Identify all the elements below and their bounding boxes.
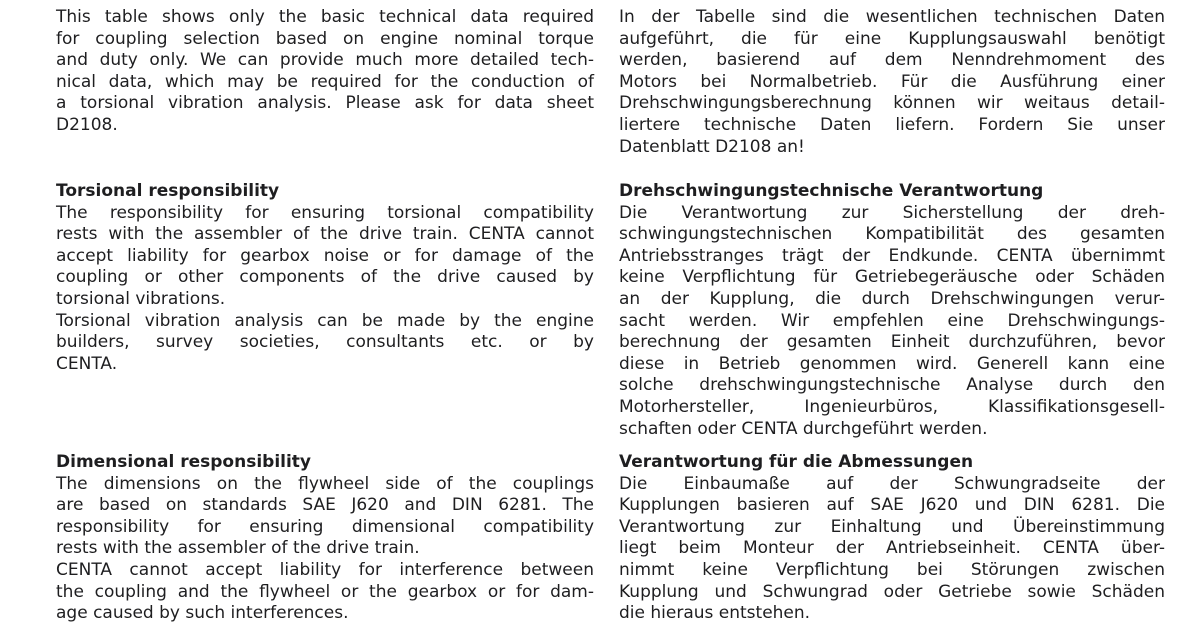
text-line: solche drehschwingungstechnische Analyse durch den (619, 375, 1165, 396)
en-dimensional-responsibility-section-heading: Dimensional responsibility (56, 452, 312, 472)
en-torsional-responsibility-section (56, 181, 594, 375)
text-line: accept liability for gearbox noise or for damage of the (56, 245, 594, 266)
text-line: are based on standards SAE J620 and DIN 6281. The (56, 495, 594, 516)
paragraph (56, 203, 594, 311)
text-line: liegt beim Monteur der Antriebseinheit. CENTA über- (619, 538, 1165, 559)
text-line: torsional vibrations. (56, 288, 226, 309)
text-line: Kupplungen basieren auf SAE J620 und DIN 6281. Die (619, 495, 1165, 516)
paragraph (619, 474, 1165, 625)
text-line: coupling or other components of the drive caused by (56, 267, 594, 288)
de-dimensional-responsibility-section (619, 452, 1165, 625)
text-line: Torsional vibration analysis can be made by the engine (56, 310, 594, 331)
text-line: CENTA cannot accept liability for interference between (56, 559, 594, 580)
text-line: responsibility for ensuring dimensional compatibility (56, 516, 594, 537)
text-line: In der Tabelle sind die wesentlichen technischen Daten (619, 7, 1165, 27)
text-line: schwingungstechnischen Kompatibilität des gesamten (619, 224, 1165, 245)
text-line: The dimensions on the flywheel side of the couplings (56, 473, 594, 494)
text-line: age caused by such interferences. (56, 603, 349, 624)
de-dimensional-responsibility-section-heading: Verantwortung für die Abmessungen (619, 452, 974, 472)
text-line: sacht werden. Wir empfehlen eine Drehschwingungs- (619, 310, 1165, 331)
text-line: a torsional vibration analysis. Please ask for data sheet (56, 93, 594, 114)
text-line: Kupplung und Schwungrad oder Getriebe sowie Schäden (619, 581, 1165, 602)
text-line: Motorhersteller, Ingenieurbüros, Klassifikationsgesell- (619, 396, 1165, 417)
text-line: The responsibility for ensuring torsional compatibility (56, 202, 594, 223)
text-line: for coupling selection based on engine nominal torque (56, 28, 594, 49)
paragraph (619, 203, 1165, 441)
paragraph (619, 7, 1165, 158)
text-line: die hieraus entstehen. (619, 603, 811, 624)
text-line: nimmt keine Verpflichtung bei Störungen zwischen (619, 559, 1165, 580)
paragraph (56, 474, 594, 560)
paragraph (56, 311, 594, 376)
german-column (619, 7, 1165, 627)
paragraph (56, 7, 594, 137)
text-line: CENTA. (56, 353, 118, 374)
text-line: Verantwortung zur Einhaltung und Übereinstimmung (619, 516, 1165, 537)
text-line: rests with the assembler of the drive train. (56, 538, 420, 559)
text-line: schaften oder CENTA durchgeführt werden. (619, 418, 988, 439)
text-line: werden, basierend auf dem Nenndrehmoment des (619, 50, 1165, 71)
text-line: builders, survey societies, consultants etc. or by (56, 332, 594, 353)
text-line: aufgeführt, die für eine Kupplungsauswahl benötigt (619, 28, 1165, 49)
text-line: berechnung der gesamten Einheit durchzuführen, bevor (619, 332, 1165, 353)
text-line: diese in Betrieb genommen wird. Generell kann eine (619, 353, 1165, 374)
text-line: Die Verantwortung zur Sicherstellung der dreh- (619, 202, 1165, 223)
text-line: Antriebsstranges trägt der Endkunde. CENTA übernimmt (619, 245, 1165, 266)
de-intro-section (619, 7, 1165, 158)
text-line: rests with the assembler of the drive train. CENTA cannot (56, 224, 594, 245)
text-line: This table shows only the basic technical data required (56, 7, 594, 27)
text-line: Motors bei Normalbetrieb. Für die Ausführung einer (619, 71, 1165, 92)
text-line: and duty only. We can provide much more detailed tech- (56, 50, 594, 71)
en-torsional-responsibility-section-heading: Torsional responsibility (56, 181, 280, 201)
en-intro-section (56, 7, 594, 137)
text-line: D2108. (56, 114, 118, 135)
text-line: keine Verpflichtung für Getriebegeräusche oder Schäden (619, 267, 1165, 288)
text-line: Datenblatt D2108 an! (619, 136, 805, 157)
de-torsional-responsibility-section (619, 181, 1165, 440)
text-line: nical data, which may be required for the conduction of (56, 71, 594, 92)
text-line: the coupling and the flywheel or the gearbox or for dam- (56, 581, 594, 602)
text-line: liertere technische Daten liefern. Fordern Sie unser (619, 114, 1165, 135)
paragraph (56, 560, 594, 625)
de-torsional-responsibility-section-heading: Drehschwingungstechnische Verantwortung (619, 181, 1044, 201)
english-column (56, 7, 594, 627)
text-line: Die Einbaumaße auf der Schwungradseite der (619, 473, 1165, 494)
text-line: an der Kupplung, die durch Drehschwingungen verur- (619, 288, 1165, 309)
text-line: Drehschwingungsberechnung können wir weitaus detail- (619, 93, 1165, 114)
en-dimensional-responsibility-section (56, 452, 594, 625)
